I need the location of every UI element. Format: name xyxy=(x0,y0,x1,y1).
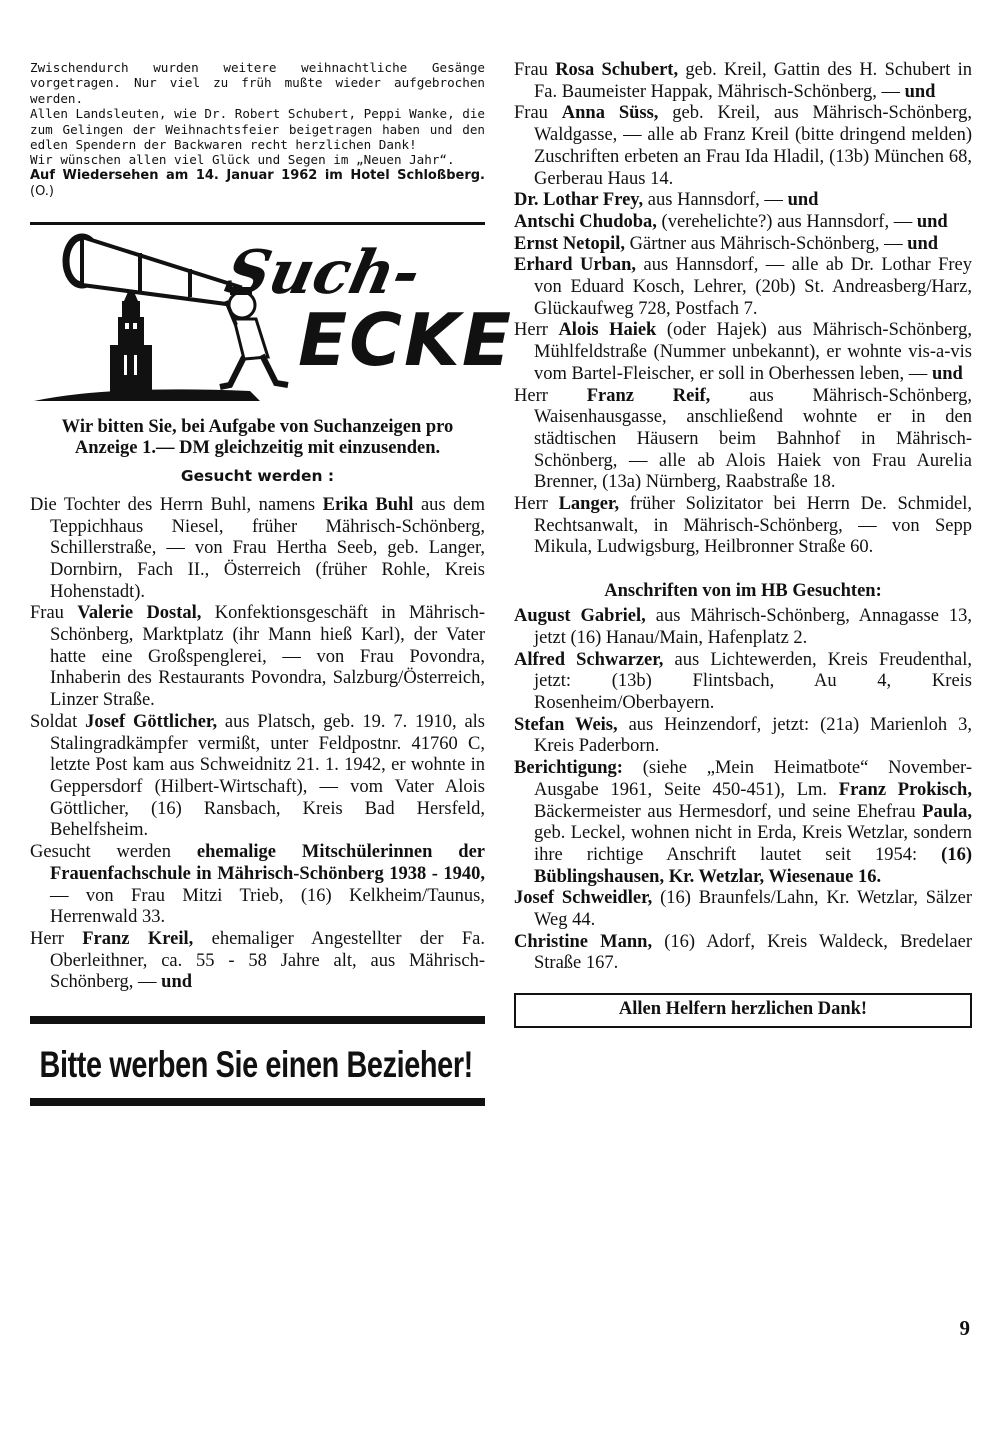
search-entry: Dr. Lothar Frey, aus Hannsdorf, — und xyxy=(514,190,819,211)
right-column xyxy=(514,60,972,1028)
search-entry: Herr Alois Haiek (oder Hajek) aus Mährisch-Schönberg, Mühlfeldstraße (Nummer unbekannt), er wohnte vis-a-vis vom Bartel-Fleischer, er soll in Oberhessen leben, — und xyxy=(514,320,972,384)
such-ecke-logo xyxy=(30,235,513,405)
section-heading-anschriften: Anschriften von im HB Gesuchten: xyxy=(604,581,882,602)
slogan: Bitte werben Sie einen Bezieher! xyxy=(39,1044,473,1086)
report-farewell: Auf Wiedersehen am 14. Januar 1962 im Hotel Schloßberg. (O.) xyxy=(30,167,485,199)
divider xyxy=(30,222,485,225)
address-entry: August Gabriel, aus Mährisch-Schönberg, Annagasse 13, jetzt (16) Hanau/Main, Hafenplatz 2. xyxy=(514,606,972,648)
divider-thick xyxy=(30,1016,485,1024)
address-entry: Josef Schweidler, (16) Braunfels/Lahn, Kr. Wetzlar, Sälzer Weg 44. xyxy=(514,888,972,931)
search-entry: Die Tochter des Herrn Buhl, namens Erika Buhl aus dem Teppichhaus Niesel, früher Mährisch-Schönberg, Schillerstraße, — von Frau Hertha Seeb, geb. Langer, Dornbirn, Fach II., Österreich (früher Rohle, Kreis Hohenstadt). xyxy=(30,494,485,602)
telescope-icon xyxy=(66,237,240,305)
correction-entry: Berichtigung: (siehe „Mein Heimatbote“ November-Ausgabe 1961, Seite 450-451), Lm. Franz Prokisch, Bäckermeister aus Hermesdorf, und seine Ehefrau Paula, geb. Leckel, wohnen nicht in Erda, Kreis Wetzlar, sondern ihre richtige Anschrift lautet seit 1954: (16) Büblingshausen, Kr. Wetzlar, Wiesenaue 16. xyxy=(514,758,972,887)
report-paragraph: Allen Landsleuten, wie Dr. Robert Schubert, Peppi Wanke, die zum Gelingen der Weihnachtsfeier beigetragen haben und den edlen Spendern der Backwaren recht herzlichen Dank! xyxy=(30,106,485,153)
report-paragraph: Wir wünschen allen viel Glück und Segen im „Neuen Jahr“. xyxy=(30,152,455,168)
search-entry: Herr Langer, früher Solizitator bei Herrn De. Schmidel, Rechtsanwalt, in Mährisch-Schönberg, — von Sepp Mikula, Ludwigsburg, Heilbronner Straße 60. xyxy=(514,494,972,558)
event-report xyxy=(30,60,485,200)
page-number: 9 xyxy=(959,1316,970,1340)
search-entry: Herr Franz Reif, aus Mährisch-Schönberg, Waisenhausgasse, anschließend wohnte er in den städtischen Häusern beim Bahnhof in Mährisch-Schönberg, — alle ab Alois Haiek von Frau Aurelia Brenner, (13a) Nürnberg, Raabstraße 18. xyxy=(514,385,972,493)
address-entry: Alfred Schwarzer, aus Lichtewerden, Kreis Freudenthal, jetzt: (13b) Flintsbach, Au 4, Kreis Rosenheim/Oberbayern. xyxy=(514,649,972,713)
search-entry: Ernst Netopil, Gärtner aus Mährisch-Schönberg, — und xyxy=(514,233,939,254)
address-entry: Stefan Weis, aus Heinzendorf, jetzt: (21a) Marienloh 3, Kreis Paderborn. xyxy=(514,714,972,757)
search-entry: Soldat Josef Göttlicher, aus Platsch, geb. 19. 7. 1910, als Stalingradkämpfer vermißt, unter Feldpostnr. 41760 C, letzte Post kam aus Schweidnitz 21. 1. 1942, er wohnte in Geppersdorf (Hilbert-Wirtschaft), — vom Vater Alois Göttlicher, (16) Ransbach, Kreis Bad Hersfeld, Behelfsheim. xyxy=(30,711,485,841)
search-entry: Frau Anna Süss, geb. Kreil, aus Mährisch-Schönberg, Waldgasse, — alle ab Franz Kreil (bitte dringend melden) Zuschriften erbeten an Frau Ida Hladil, (13b) München 68, Gerberau Haus 14. xyxy=(514,103,972,189)
address-entry: Christine Mann, (16) Adorf, Kreis Waldeck, Bredelaer Straße 167. xyxy=(514,931,972,974)
logo-block-word: ECKE xyxy=(298,297,513,382)
search-entry: Frau Valerie Dostal, Konfektionsgeschäft in Mährisch-Schönberg, Marktplatz (ihr Mann hieß Karl), der Vater hatte eine Großspenglerei, — von Frau Povondra, Inhaberin des Restaurants Povondra, Salzburg/Österreich, Linzer Straße. xyxy=(30,603,485,711)
logo-script-word: Such- xyxy=(219,237,427,308)
tower-icon xyxy=(110,285,152,395)
section-heading-gesucht: Gesucht werden : xyxy=(180,466,335,485)
thanks-box: Allen Helfern herzlichen Dank! xyxy=(514,993,972,1028)
divider-thick xyxy=(30,1098,485,1106)
report-paragraph: Zwischendurch wurden weitere weihnachtliche Gesänge vorgetragen. Nur viel zu früh mußte wieder aufgebrochen werden. xyxy=(30,60,485,106)
ad-notice: Wir bitten Sie, bei Aufgabe von Suchanzeigen pro Anzeige 1.— DM gleichzeitig mit einzusenden. xyxy=(61,416,454,458)
search-entry: Frau Rosa Schubert, geb. Kreil, Gattin des H. Schubert in Fa. Baumeister Happak, Mährisch-Schönberg, — und xyxy=(514,60,972,102)
search-entry: Gesucht werden ehemalige Mitschülerinnen der Frauenfachschule in Mährisch-Schönberg 1938 - 1940, — von Frau Mitzi Trieb, (16) Kelkheim/Taunus, Herrenwald 33. xyxy=(30,842,485,928)
left-column xyxy=(30,60,513,1106)
search-entry: Erhard Urban, aus Hannsdorf, — alle ab Dr. Lothar Frey von Eduard Kosch, Lehrer, (20b) St. Andreasberg/Harz, Glückaufweg 728, Postfach 7. xyxy=(514,255,972,319)
search-entry: Herr Franz Kreil, ehemaliger Angestellter der Fa. Oberleithner, ca. 55 - 58 Jahre alt, aus Mährisch-Schönberg, — und xyxy=(30,928,485,993)
search-entry: Antschi Chudoba, (verehelichte?) aus Hannsdorf, — und xyxy=(514,211,948,232)
